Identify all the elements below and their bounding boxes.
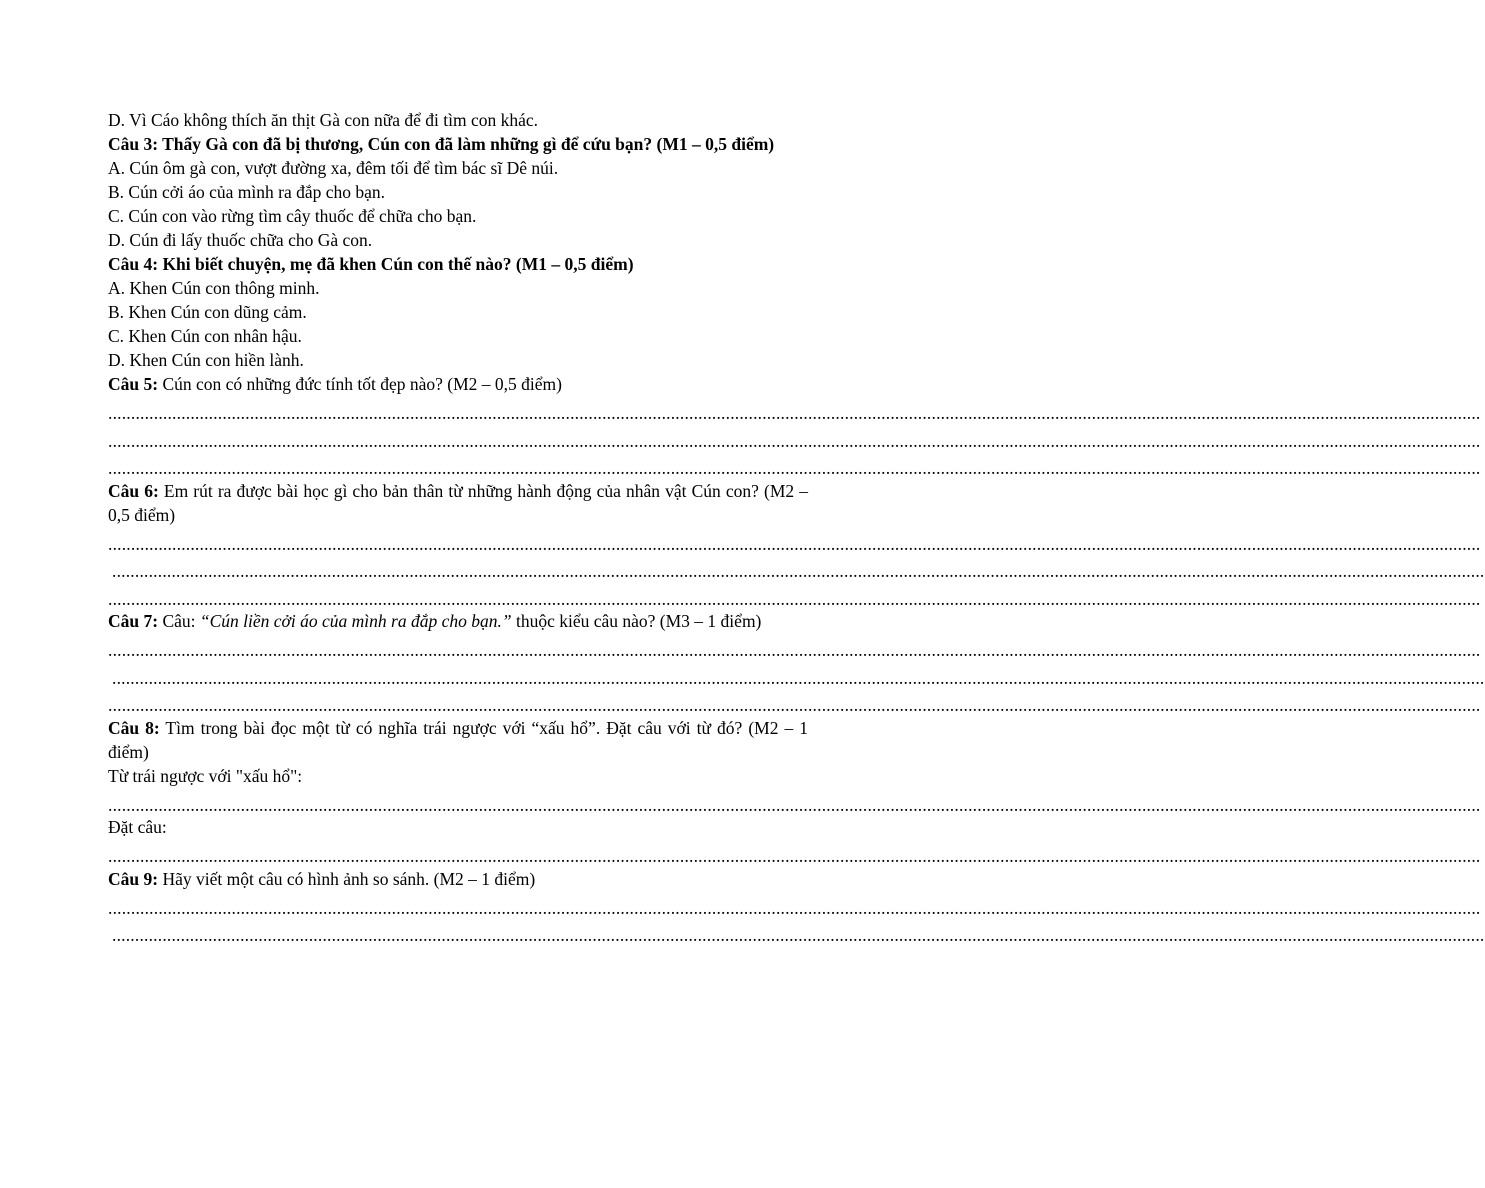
q3-option-d: D. Cún đi lấy thuốc chữa cho Gà con. [108, 230, 373, 250]
question-6 [108, 479, 808, 527]
antonym-prompt: Từ trái ngược với "xấu hổ": [108, 765, 303, 786]
question-9-label: Câu 9: [108, 868, 159, 889]
question-5-label: Câu 5: [108, 374, 159, 394]
q4-option-d: D. Khen Cún con hiền lành. [108, 350, 304, 370]
question-5 [108, 372, 808, 396]
question-8-text: Tìm trong bài đọc một từ có nghĩa trái ngược với “xấu hổ”. Đặt câu với từ đó? (M2 – 1 điểm) [108, 717, 808, 762]
answer-line[interactable]: ............................................................................................................................................................................................................................................................................................................ [108, 695, 1481, 715]
answer-line[interactable]: ............................................................................................................................................................................................................................................................................................................ [108, 640, 1481, 660]
question-9-text: Hãy viết một câu có hình ảnh so sánh. (M2 – 1 điểm) [158, 868, 536, 889]
answer-line[interactable]: ............................................................................................................................................................................................................................................................................................................ [108, 430, 1481, 451]
sentence-prompt: Đặt câu: [108, 817, 167, 837]
question-7-post: thuộc kiểu câu nào? (M3 – 1 điểm) [511, 611, 762, 631]
answer-line[interactable]: ............................................................................................................................................................................................................................................................................................................ [108, 846, 1481, 866]
q3-option-b: B. Cún cởi áo của mình ra đắp cho bạn. [108, 182, 386, 202]
question-7 [108, 609, 808, 633]
question-6-text: Em rút ra được bài học gì cho bản thân từ những hành động của nhân vật Cún con? (M2 – 0,5 điểm) [108, 480, 808, 525]
q2-option-d: D. Vì Cáo không thích ăn thịt Gà con nữa để đi tìm con khác. [108, 110, 539, 130]
question-8 [108, 716, 808, 764]
answer-line[interactable]: ............................................................................................................................................................................................................................................................................................................ [108, 794, 1481, 815]
worksheet-page [108, 108, 1485, 946]
q3-option-c: C. Cún con vào rừng tìm cây thuốc để chữa cho bạn. [108, 206, 477, 226]
answer-line[interactable]: ............................................................................................................................................................................................................................................................................................................ [112, 667, 1485, 688]
answer-line[interactable]: ............................................................................................................................................................................................................................................................................................................ [108, 403, 1481, 423]
question-7-quote: “Cún liền cởi áo của mình ra đắp cho bạn.” [199, 611, 512, 631]
answer-line[interactable]: ............................................................................................................................................................................................................................................................................................................ [108, 533, 1481, 554]
q3-option-a: A. Cún ôm gà con, vượt đường xa, đêm tối để tìm bác sĩ Dê núi. [108, 158, 559, 178]
answer-line[interactable]: ............................................................................................................................................................................................................................................................................................................ [112, 925, 1485, 945]
question-7-label: Câu 7: [108, 611, 159, 631]
question-3-title: Câu 3: Thấy Gà con đã bị thương, Cún con đã làm những gì để cứu bạn? (M1 – 0,5 điểm) [108, 134, 775, 154]
q4-option-c: C. Khen Cún con nhân hậu. [108, 326, 302, 346]
question-5-text: Cún con có những đức tính tốt đẹp nào? (M2 – 0,5 điểm) [158, 374, 562, 394]
answer-line[interactable]: ............................................................................................................................................................................................................................................................................................................ [108, 897, 1481, 918]
q4-option-b: B. Khen Cún con dũng cảm. [108, 302, 307, 322]
question-8-label: Câu 8: [108, 717, 160, 738]
question-4-title: Câu 4: Khi biết chuyện, mẹ đã khen Cún con thế nào? (M1 – 0,5 điểm) [108, 254, 634, 274]
question-6-label: Câu 6: [108, 480, 159, 501]
question-9 [108, 867, 808, 891]
question-7-pre: Câu: [158, 611, 200, 631]
answer-line[interactable]: ............................................................................................................................................................................................................................................................................................................ [108, 588, 1481, 609]
answer-line[interactable]: ............................................................................................................................................................................................................................................................................................................ [108, 458, 1481, 478]
answer-line[interactable]: ............................................................................................................................................................................................................................................................................................................ [112, 561, 1485, 581]
q4-option-a: A. Khen Cún con thông minh. [108, 278, 320, 298]
